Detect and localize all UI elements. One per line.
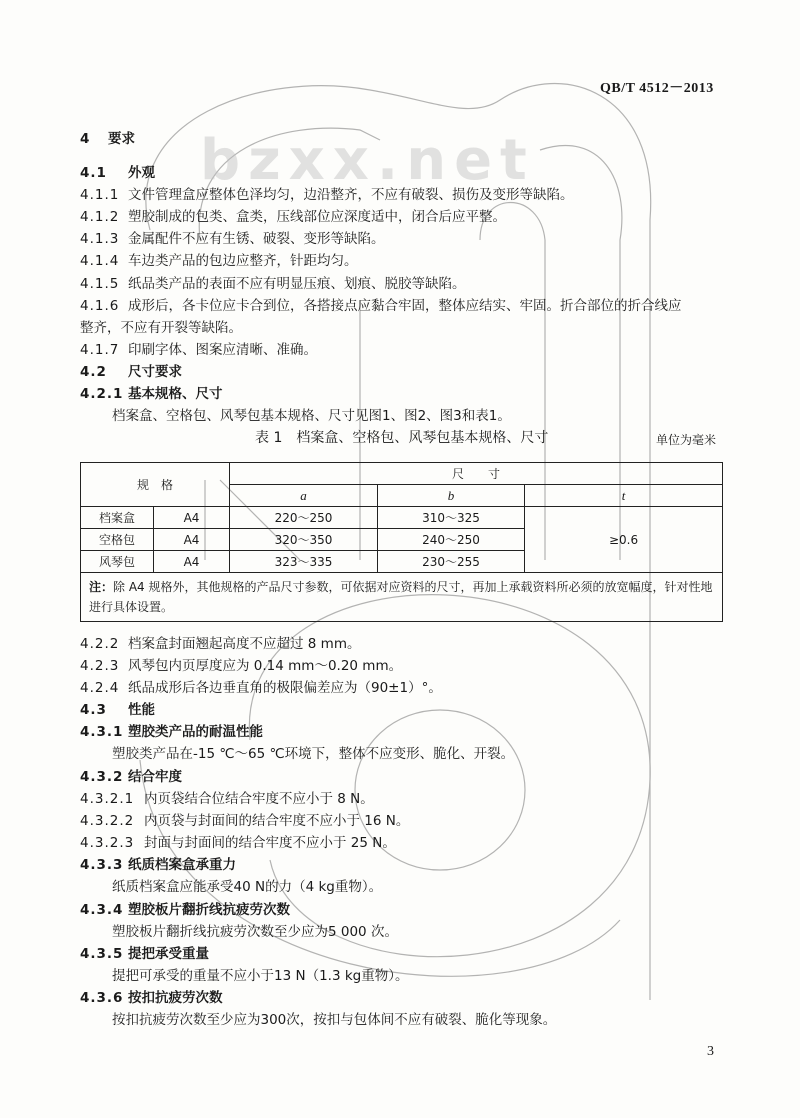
clause-s4-2-1: [80, 385, 223, 403]
clause-text: 纸品类产品的表面不应有明显压痕、划痕、脱胶等缺陷。: [128, 276, 466, 292]
clause-text: 提把承受重量: [128, 946, 209, 962]
clause-text: 成形后，各卡位应卡合到位，各搭接点应黏合牢固，整体应结实、牢固。折合部位的折合线应: [128, 298, 682, 314]
clause-number: 4.3.2.3: [80, 835, 135, 851]
table-cell-name: 风琴包: [81, 551, 154, 573]
table-cell-size: A4: [154, 529, 230, 551]
clause-number: 4.3.4: [80, 902, 124, 918]
clause-text: 外观: [128, 165, 155, 181]
clause-number: 4.1.3: [80, 231, 120, 247]
clause-text: 整齐，不应有开裂等缺陷。: [80, 320, 242, 336]
table-header-t: t: [525, 485, 723, 507]
clause-text: 塑胶制成的包类、盒类，压线部位应深度适中，闭合后应平整。: [128, 209, 506, 225]
clause-s4-3-2-2: [80, 812, 409, 830]
table-cell-b: 310～325: [378, 507, 525, 529]
clause-s4-1-3: [80, 230, 385, 248]
page-number: 3: [707, 1044, 714, 1059]
clause-text: 尺寸要求: [128, 364, 182, 380]
table-cell-t: ≥0.6: [525, 507, 723, 573]
clause-number: 4.3.2.2: [80, 813, 135, 829]
clause-s4-3-4b: [112, 923, 398, 941]
clause-number: 4.1: [80, 165, 107, 181]
clause-text: 文件管理盒应整体色泽均匀，边沿整齐，不应有破裂、损伤及变形等缺陷。: [128, 187, 574, 203]
clause-text: 塑胶类产品在-15 ℃～65 ℃环境下，整体不应变形、脆化、开裂。: [112, 746, 515, 762]
clause-number: 4.1.7: [80, 342, 120, 358]
clause-number: 4.1.6: [80, 298, 120, 314]
clause-text: 提把可承受的重量不应小于13 N（1.3 kg重物）。: [112, 968, 409, 984]
table-note-text: 除 A4 规格外，其他规格的产品尺寸参数，可依据对应资料的尺寸，再加上承载资料所必须的放宽幅度，针对性地进行具体设置。: [89, 580, 713, 614]
clause-s4-1-6b: [80, 319, 242, 337]
clause-s4-1-6: [80, 297, 682, 315]
table-caption: 表 1 档案盒、空格包、风琴包基本规格、尺寸: [255, 430, 549, 446]
clause-s4-3-3b: [112, 878, 382, 896]
spec-table: [80, 462, 723, 622]
clause-s4-3-1b: [112, 745, 514, 763]
clause-s4-1-7: [80, 341, 317, 359]
clause-text: 纸质档案盒应能承受40 N的力（4 kg重物）。: [112, 879, 383, 895]
clause-s4-3-5: [80, 945, 209, 963]
clause-text: 按扣抗疲劳次数: [128, 990, 223, 1006]
clause-number: 4.3: [80, 702, 107, 718]
clause-s4-2-4: [80, 679, 442, 697]
table-cell-name: 档案盒: [81, 507, 154, 529]
table-cell-size: A4: [154, 551, 230, 573]
clause-text: 塑胶板片翻折线抗疲劳次数: [128, 902, 290, 918]
table-cell-a: 320～350: [230, 529, 378, 551]
clause-s4-3-2: [80, 768, 182, 786]
clause-text: 封面与封面间的结合牢度不应小于 25 N。: [144, 835, 396, 851]
table-cell-b: 240～250: [378, 529, 525, 551]
table-note: [81, 573, 723, 622]
clause-s4-2: [80, 363, 182, 381]
table-cell-a: 220～250: [230, 507, 378, 529]
clause-text: 纸质档案盒承重力: [128, 857, 236, 873]
clause-text: 内页袋与封面间的结合牢度不应小于 16 N。: [144, 813, 410, 829]
clause-text: 印刷字体、图案应清晰、准确。: [128, 342, 317, 358]
clause-text: 档案盒、空格包、风琴包基本规格、尺寸见图1、图2、图3和表1。: [112, 408, 511, 424]
clause-text: 按扣抗疲劳次数至少应为300次，按扣与包体间不应有破裂、脆化等现象。: [112, 1012, 557, 1028]
clause-text: 结合牢度: [128, 769, 182, 785]
clause-text: 内页袋结合位结合牢度不应小于 8 N。: [144, 791, 374, 807]
table-header-a: a: [230, 485, 378, 507]
table-unit: 单位为毫米: [656, 433, 717, 447]
standard-code: QB/T 4512－2013: [600, 81, 714, 96]
clause-s4-2-3: [80, 657, 402, 675]
clause-s4-2-2: [80, 635, 360, 653]
table-cell-b: 230～255: [378, 551, 525, 573]
clause-s4-3-6b: [112, 1011, 556, 1029]
clause-s4-3-5b: [112, 967, 408, 985]
table-row: [81, 507, 723, 529]
clause-text: 金属配件不应有生锈、破裂、变形等缺陷。: [128, 231, 385, 247]
table-header-spec: 规 格: [81, 463, 230, 507]
table-header-b: b: [378, 485, 525, 507]
clause-number: 4.2: [80, 364, 107, 380]
clause-s4-1-2: [80, 208, 506, 226]
clause-number: 4.3.2: [80, 769, 124, 785]
clause-s4-3-3: [80, 856, 236, 874]
clause-s4-1: [80, 164, 155, 182]
clause-s4-3-1: [80, 723, 263, 741]
clause-number: 4.1.2: [80, 209, 120, 225]
clause-number: 4.3.1: [80, 724, 124, 740]
clause-number: 4.2.3: [80, 658, 120, 674]
clause-text: 要求: [108, 131, 135, 147]
clause-s4-3-2-1: [80, 790, 374, 808]
clause-number: 4.3.5: [80, 946, 124, 962]
clause-number: 4: [80, 131, 91, 147]
table-cell-size: A4: [154, 507, 230, 529]
clause-number: 4.2.2: [80, 636, 120, 652]
clause-s4-1-1: [80, 186, 574, 204]
clause-text: 风琴包内页厚度应为 0.14 mm～0.20 mm。: [128, 658, 403, 674]
clause-text: 塑胶板片翻折线抗疲劳次数至少应为5 000 次。: [112, 924, 398, 940]
clause-number: 4.3.2.1: [80, 791, 135, 807]
clause-text: 性能: [128, 702, 155, 718]
clause-number: 4.1.1: [80, 187, 120, 203]
clause-s4: [80, 130, 135, 148]
table-cell-name: 空格包: [81, 529, 154, 551]
clause-s4-3-6: [80, 989, 223, 1007]
clause-number: 4.3.6: [80, 990, 124, 1006]
clause-number: 4.1.5: [80, 276, 120, 292]
clause-number: 4.3.3: [80, 857, 124, 873]
clause-s4-3: [80, 701, 155, 719]
clause-s4-2-1b: [112, 407, 511, 425]
clause-number: 4.1.4: [80, 253, 120, 269]
clause-text: 基本规格、尺寸: [128, 386, 223, 402]
table-header-size: 尺 寸: [230, 463, 723, 485]
watermark: bzxx.net: [200, 128, 535, 193]
clause-s4-3-4: [80, 901, 290, 919]
clause-text: 车边类产品的包边应整齐，针距均匀。: [128, 253, 358, 269]
clause-s4-1-4: [80, 252, 358, 270]
table-note-label: 注：: [89, 580, 114, 594]
clause-number: 4.2.1: [80, 386, 124, 402]
clause-s4-3-2-3: [80, 834, 396, 852]
clause-s4-1-5: [80, 275, 466, 293]
table-cell-a: 323～335: [230, 551, 378, 573]
clause-text: 档案盒封面翘起高度不应超过 8 mm。: [128, 636, 361, 652]
clause-text: 纸品成形后各边垂直角的极限偏差应为（90±1）°。: [128, 680, 442, 696]
clause-number: 4.2.4: [80, 680, 120, 696]
clause-text: 塑胶类产品的耐温性能: [128, 724, 263, 740]
